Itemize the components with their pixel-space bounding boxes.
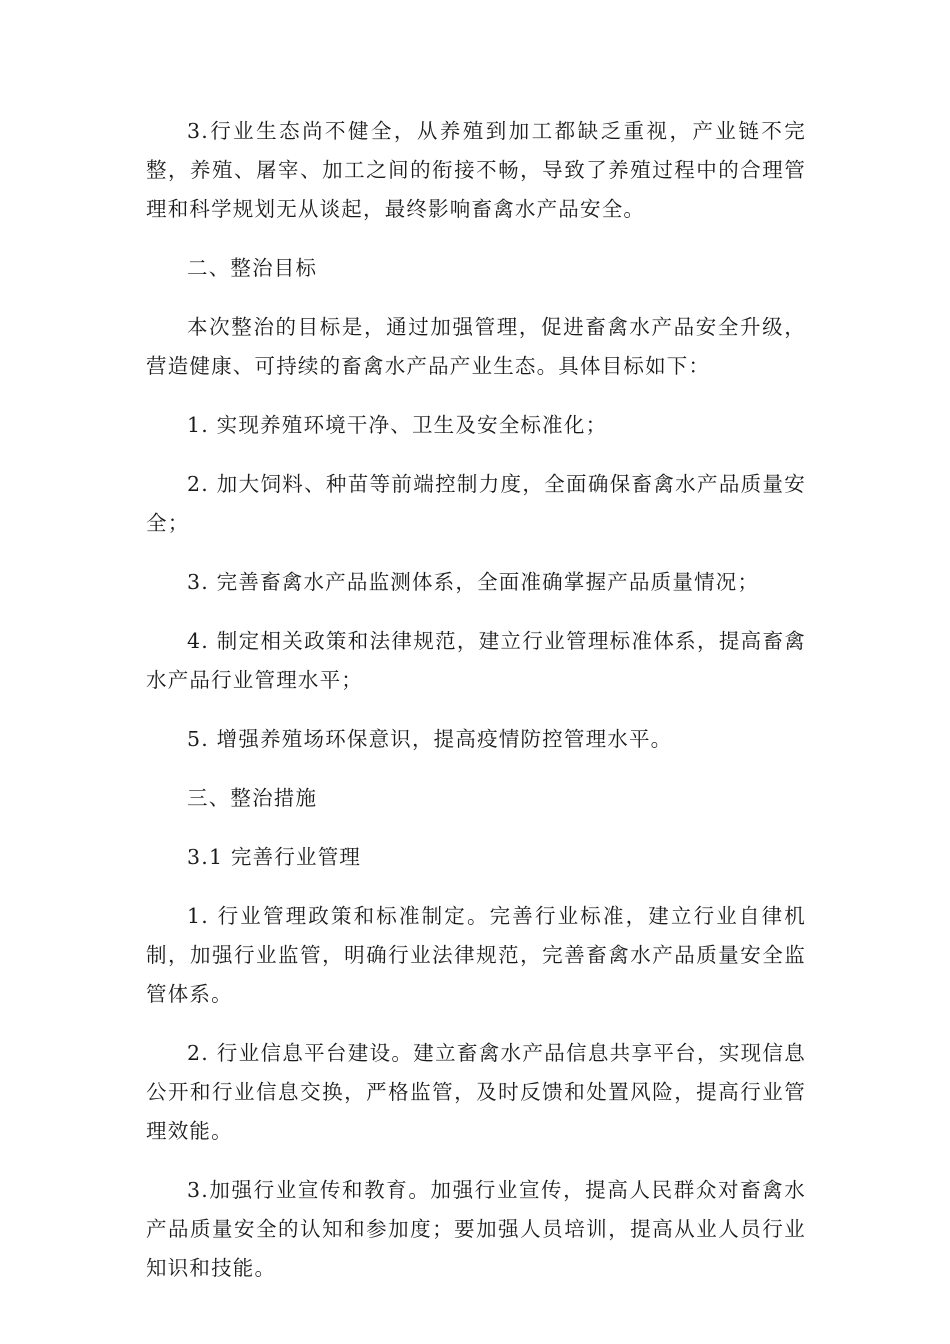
goal-item-4: 4. 制定相关政策和法律规范，建立行业管理标准体系，提高畜禽水产品行业管理水平； — [146, 629, 806, 692]
goal-item-5: 5. 增强养殖场环保意识，提高疫情防控管理水平。 — [187, 727, 673, 751]
paragraph-goals-intro: 本次整治的目标是，通过加强管理，促进畜禽水产品安全升级，营造健康、可持续的畜禽水产品产业生态。具体目标如下： — [146, 315, 806, 378]
goal-item-2: 2. 加大饲料、种苗等前端控制力度，全面确保畜禽水产品质量安全； — [146, 472, 806, 535]
subsection-heading-3-1: 3.1 完善行业管理 — [187, 845, 362, 869]
section-heading-goals: 二、整治目标 — [187, 256, 318, 280]
measure-item-3: 3.加强行业宣传和教育。加强行业宣传，提高人民群众对畜禽水产品质量安全的认知和参加度；要加强人员培训，提高从业人员行业知识和技能。 — [146, 1178, 806, 1280]
paragraph-industry-ecology: 3.行业生态尚不健全，从养殖到加工都缺乏重视，产业链不完整，养殖、屠宰、加工之间的衔接不畅，导致了养殖过程中的合理管理和科学规划无从谈起，最终影响畜禽水产品安全。 — [146, 119, 806, 221]
measure-item-1: 1. 行业管理政策和标准制定。完善行业标准，建立行业自律机制，加强行业监管，明确行业法律规范，完善畜禽水产品质量安全监管体系。 — [146, 904, 806, 1006]
goal-item-1: 1. 实现养殖环境干净、卫生及安全标准化； — [187, 413, 608, 437]
measure-item-2: 2. 行业信息平台建设。建立畜禽水产品信息共享平台，实现信息公开和行业信息交换，严格监管，及时反馈和处置风险，提高行业管理效能。 — [146, 1041, 806, 1143]
section-heading-measures: 三、整治措施 — [187, 786, 318, 810]
document-body — [146, 112, 806, 1308]
goal-item-3: 3. 完善畜禽水产品监测体系，全面准确掌握产品质量情况； — [187, 570, 760, 594]
